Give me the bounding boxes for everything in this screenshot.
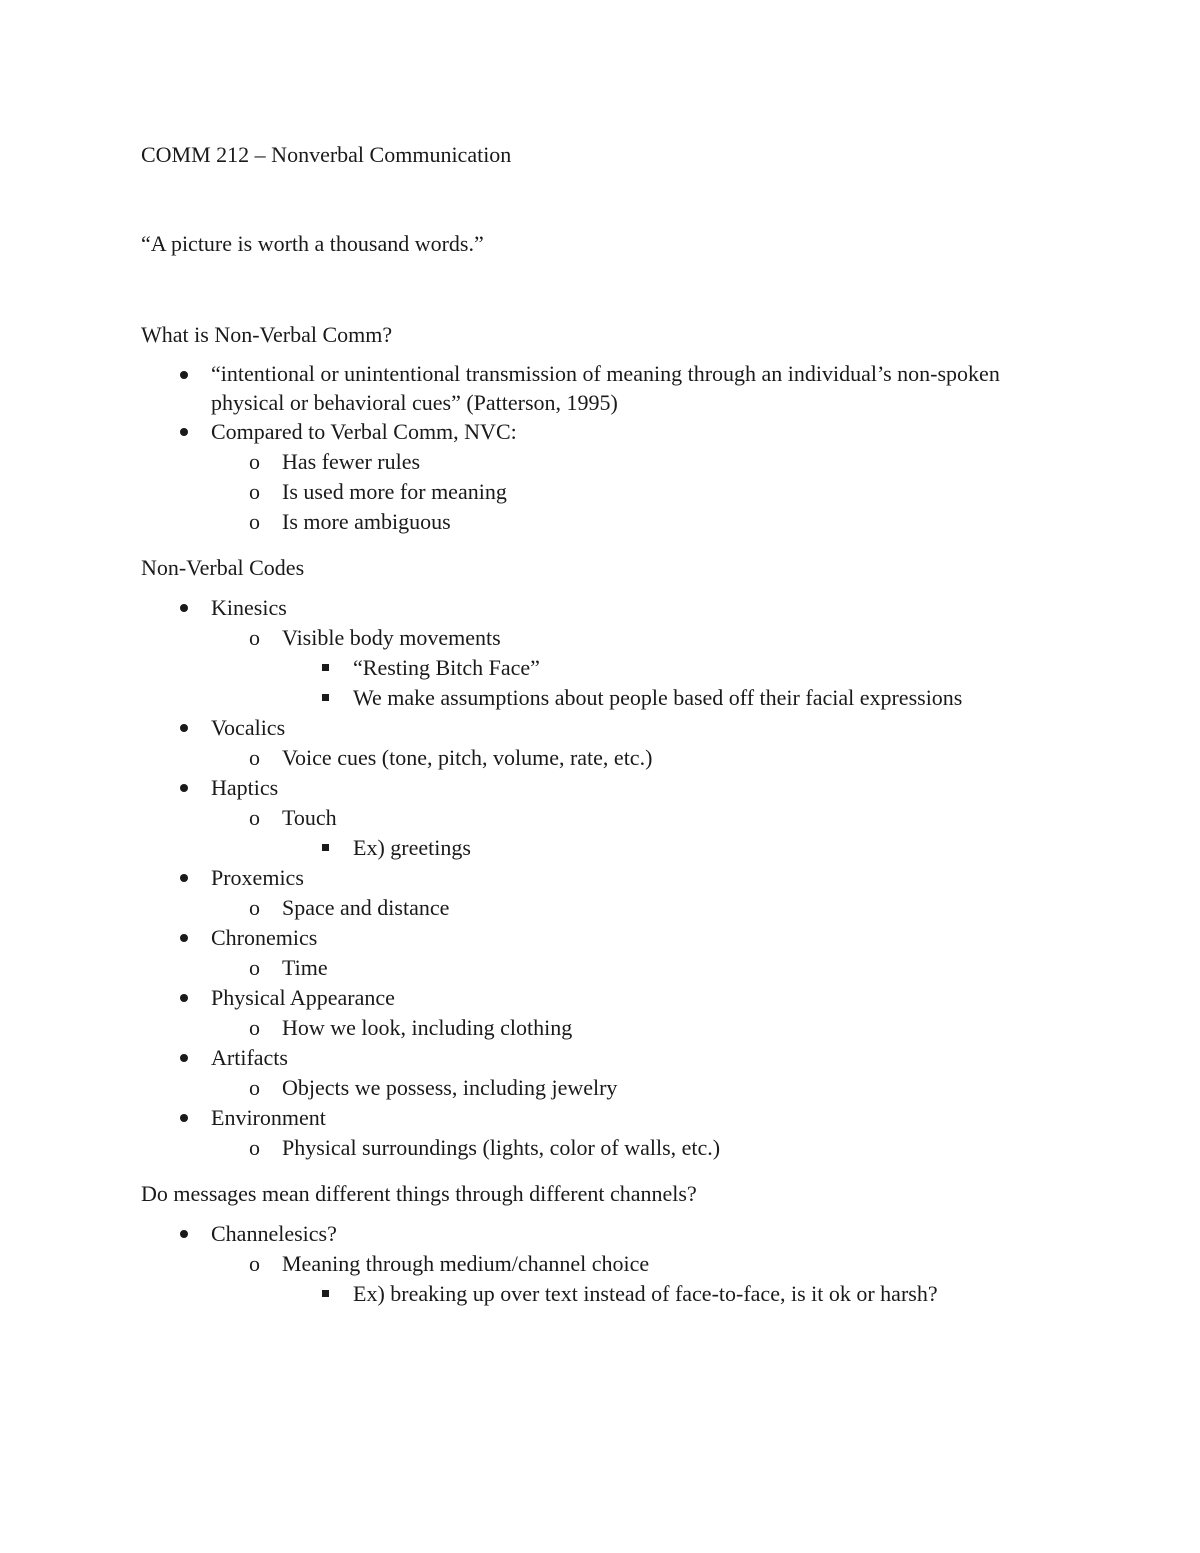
list-item-text: Environment xyxy=(211,1105,326,1130)
list-item-text: Time xyxy=(282,955,328,980)
list-item-text: Is more ambiguous xyxy=(282,509,451,534)
list-item-text: Has fewer rules xyxy=(282,449,421,474)
list-item xyxy=(141,833,1101,863)
list-item-text: Channelesics? xyxy=(211,1221,337,1246)
list-item-text: Artifacts xyxy=(211,1045,288,1070)
list-item xyxy=(141,1219,1101,1249)
list-item-text: Touch xyxy=(282,805,337,830)
list-item xyxy=(141,773,1101,803)
list-item-text: Chronemics xyxy=(211,925,318,950)
list-item xyxy=(141,1103,1101,1133)
quote: “A picture is worth a thousand words.” xyxy=(141,231,484,256)
channels-list xyxy=(141,1219,1101,1309)
list-item-text: Objects we possess, including jewelry xyxy=(282,1075,618,1100)
section-heading-channels: Do messages mean different things through different channels? xyxy=(141,1181,697,1206)
list-item xyxy=(141,1073,1101,1103)
list-item xyxy=(141,983,1101,1013)
list-item xyxy=(141,447,1101,477)
list-item xyxy=(141,743,1101,773)
list-item xyxy=(141,683,1101,713)
definition-line-1: “intentional or unintentional transmission of meaning through an individual’s non-spoken xyxy=(211,361,1000,386)
list-item xyxy=(141,1133,1101,1163)
list-item-text: Ex) greetings xyxy=(353,835,471,860)
list-item xyxy=(141,713,1101,743)
list-item xyxy=(141,507,1101,537)
list-item-text: Vocalics xyxy=(211,715,286,740)
section-heading-what-is-nvc: What is Non-Verbal Comm? xyxy=(141,322,393,347)
list-item xyxy=(141,653,1101,683)
list-item xyxy=(141,623,1101,653)
list-item xyxy=(141,360,1101,417)
list-item-text: Haptics xyxy=(211,775,279,800)
list-item-text: Ex) breaking up over text instead of face-to-face, is it ok or harsh? xyxy=(353,1281,938,1306)
document-title: COMM 212 – Nonverbal Communication xyxy=(141,142,512,167)
list-item-text: “Resting Bitch Face” xyxy=(353,655,540,680)
list-item xyxy=(141,863,1101,893)
list-item xyxy=(141,953,1101,983)
definition-line-2: physical or behavioral cues” (Patterson, 1995) xyxy=(211,390,618,415)
list-item xyxy=(141,1249,1101,1279)
list-item-text: Kinesics xyxy=(211,595,287,620)
list-item xyxy=(141,893,1101,923)
list-item-text: How we look, including clothing xyxy=(282,1015,573,1040)
document-page xyxy=(141,140,1101,1309)
nvc-definition-list xyxy=(141,360,1101,537)
compared-label: Compared to Verbal Comm, NVC: xyxy=(211,419,517,444)
list-item-text: Physical surroundings (lights, color of walls, etc.) xyxy=(282,1135,721,1160)
list-item xyxy=(141,1043,1101,1073)
nonverbal-codes-list xyxy=(141,593,1101,1163)
list-item-text: Is used more for meaning xyxy=(282,479,507,504)
list-item xyxy=(141,1279,1101,1309)
compared-sublist xyxy=(141,447,1101,537)
list-item-text: Physical Appearance xyxy=(211,985,395,1010)
list-item-text: Voice cues (tone, pitch, volume, rate, etc.) xyxy=(282,745,653,770)
list-item xyxy=(141,923,1101,953)
list-item xyxy=(141,477,1101,507)
section-heading-nonverbal-codes: Non-Verbal Codes xyxy=(141,555,305,580)
list-item xyxy=(141,1013,1101,1043)
list-item xyxy=(141,417,1101,537)
list-item-text: We make assumptions about people based off their facial expressions xyxy=(353,685,963,710)
list-item-text: Visible body movements xyxy=(282,625,501,650)
list-item-text: Proxemics xyxy=(211,865,304,890)
list-item-text: Meaning through medium/channel choice xyxy=(282,1251,650,1276)
list-item-text: Space and distance xyxy=(282,895,450,920)
list-item xyxy=(141,803,1101,833)
list-item xyxy=(141,593,1101,623)
